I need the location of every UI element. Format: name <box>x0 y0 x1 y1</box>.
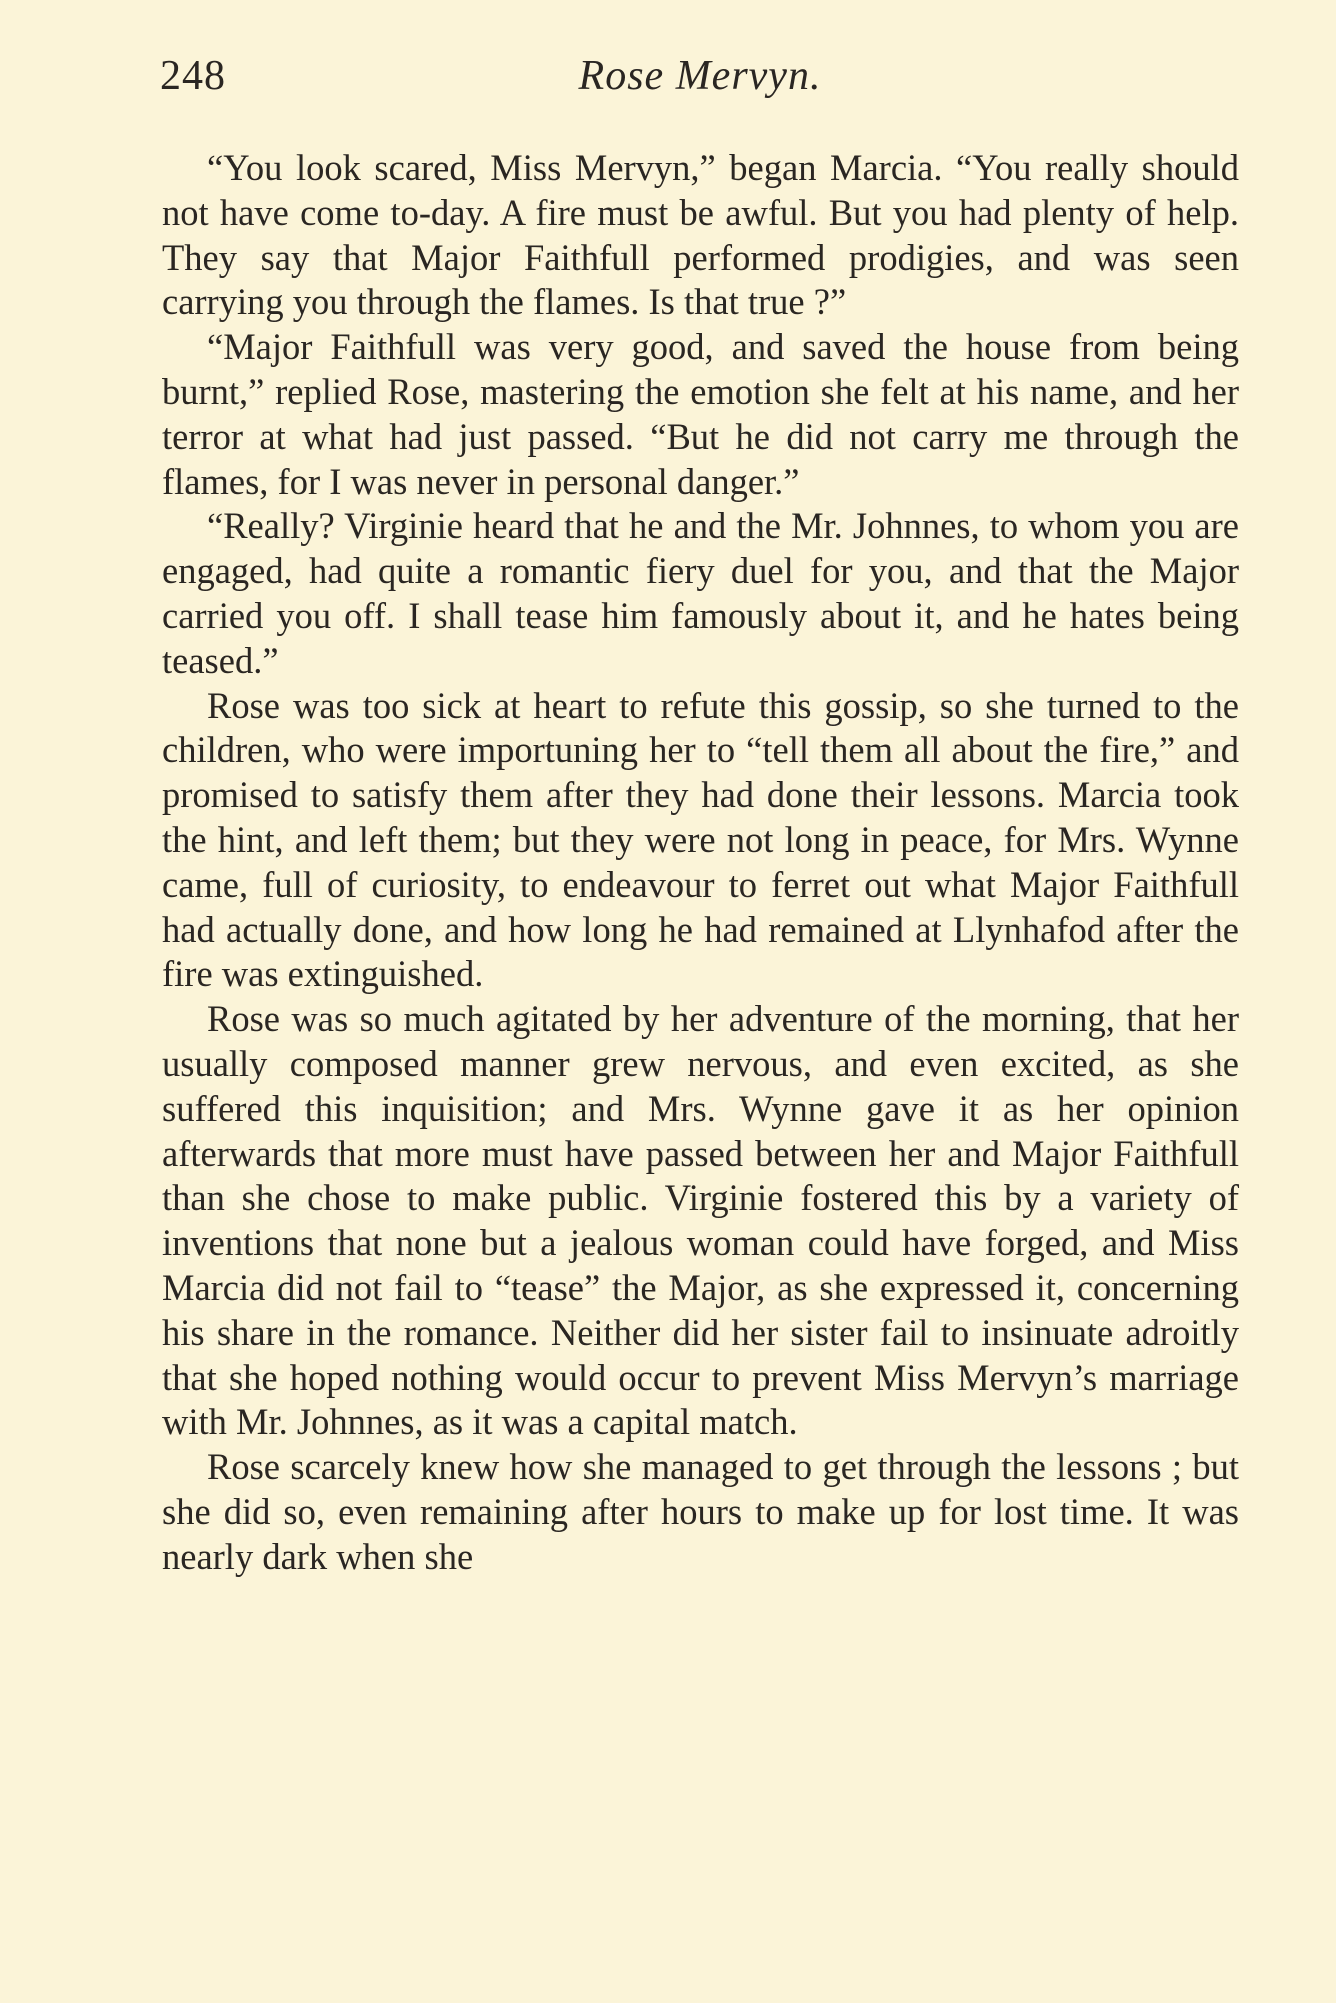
body-text <box>162 146 1239 1580</box>
paragraph: “You look scared, Miss Mervyn,” began Marcia. “You really should not have come to-day. A fire must be awful. But you had plenty of help. They say that Major Faithfull performed prodigies, and was seen carrying you through the flames. Is that true ?” <box>162 147 1239 323</box>
page-header <box>160 52 1240 112</box>
paragraph: Rose was too sick at heart to refute this gossip, so she turned to the children, who were importuning her to “tell them all about the fire,” and promised to satisfy them after they had done their lessons. Marcia took the hint, and left them; but they were not long in peace, for Mrs. Wynne came, full of curiosity, to endeavour to ferret out what Major Faithfull had actually done, and how long he had remained at Llynhafod after the fire was extinguished. <box>162 684 1239 995</box>
paragraph: “Major Faithfull was very good, and saved the house from being burnt,” replied Rose, mastering the emotion she felt at his name, and her terror at what had just passed. “But he did not carry me through the flames, for I was never in personal danger.” <box>162 326 1239 502</box>
paragraph: “Really? Virginie heard that he and the Mr. Johnnes, to whom you are engaged, had quite a romantic fiery duel for you, and that the Major carried you off. I shall tease him famously about it, and he hates being teased.” <box>162 505 1239 681</box>
page-number: 248 <box>160 53 226 99</box>
paragraph: Rose scarcely knew how she managed to get through the lessons ; but she did so, even remaining after hours to make up for lost time. It was nearly dark when she <box>162 1446 1239 1577</box>
paragraph: Rose was so much agitated by her adventure of the morning, that her usually composed manner grew nervous, and even excited, as she suffered this inquisition; and Mrs. Wynne gave it as her opinion afterwards that more must have passed between her and Major Faithfull than she chose to make public. Virginie fostered this by a variety of inventions that none but a jealous woman could have forged, and Miss Marcia did not fail to “tease” the Major, as she expressed it, concerning his share in the romance. Neither did her sister fail to insinuate adroitly that she hoped nothing would occur to prevent Miss Mervyn’s marriage with Mr. Johnnes, as it was a capital match. <box>162 998 1239 1443</box>
running-title: Rose Mervyn. <box>578 53 822 99</box>
